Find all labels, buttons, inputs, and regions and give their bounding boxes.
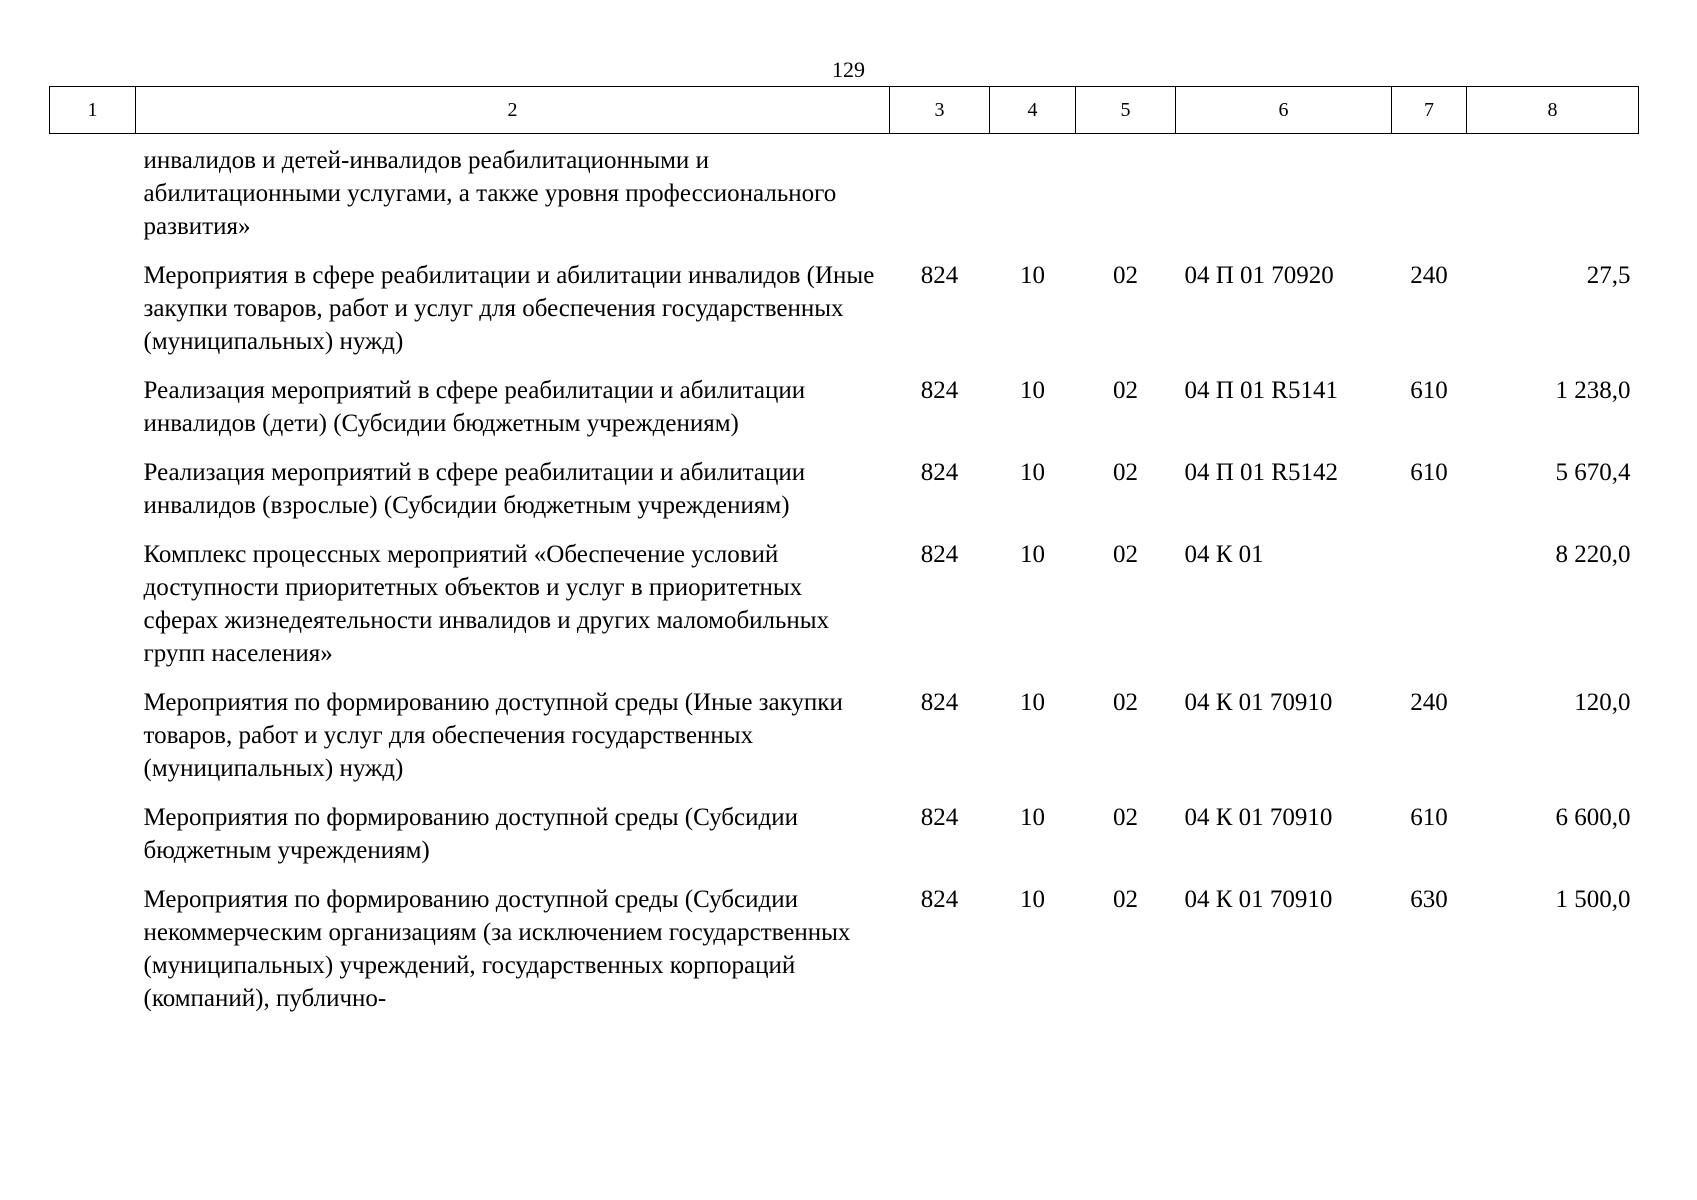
row-description-text: Мероприятия по формированию доступной среды (Субсидии некоммерческим организациям (за исключением государственных (муниципальных) учреждений, государственных корпораций (компаний), публично- xyxy=(143,886,851,1012)
row-col-3: 824 xyxy=(920,886,959,913)
row-col-6: 04 П 01 R5141 xyxy=(1184,377,1338,404)
row-col-7: 630 xyxy=(1410,886,1448,913)
header-col-6: 6 xyxy=(1176,87,1392,134)
row-description xyxy=(50,883,890,1031)
header-col-8: 8 xyxy=(1467,87,1639,134)
table-row xyxy=(50,374,1639,456)
row-col-5: 02 xyxy=(1113,886,1138,913)
row-col-8: 8 220,0 xyxy=(1555,541,1631,568)
row-col-4: 10 xyxy=(1020,886,1045,913)
row-description-text: Комплекс процессных мероприятий «Обеспечение условий доступности приоритетных объектов и услуг в приоритетных сферах жизнедеятельности инвалидов и других маломобильных групп населения» xyxy=(143,541,830,667)
row-col-6: 04 К 01 70910 xyxy=(1184,689,1333,716)
header-col-5: 5 xyxy=(1076,87,1176,134)
row-col-8: 6 600,0 xyxy=(1555,804,1631,831)
row-col-7: 610 xyxy=(1410,377,1448,404)
budget-table xyxy=(49,86,1639,1031)
row-description xyxy=(50,374,890,456)
row-col-7 xyxy=(1392,538,1467,686)
header-row xyxy=(50,87,1639,134)
row-col-5: 02 xyxy=(1113,377,1138,404)
row-col-3: 824 xyxy=(920,459,959,486)
row-col-6: 04 К 01 70910 xyxy=(1184,804,1333,831)
row-col-4: 10 xyxy=(1020,541,1045,568)
row-col-3: 824 xyxy=(920,541,959,568)
header-col-2: 2 xyxy=(136,87,890,134)
row-description-text: Реализация мероприятий в сфере реабилитации и абилитации инвалидов (взрослые) (Субсидии бюджетным учреждениям) xyxy=(143,459,806,519)
table-row xyxy=(50,686,1639,801)
row-col-8: 1 238,0 xyxy=(1555,377,1631,404)
row-description xyxy=(50,134,890,260)
row-description-text: Мероприятия в сфере реабилитации и абилитации инвалидов (Иные закупки товаров, работ и услуг для обеспечения государственных (муниципальных) нужд) xyxy=(143,262,875,355)
row-col-8 xyxy=(1467,134,1639,260)
table-row xyxy=(50,456,1639,538)
row-col-5: 02 xyxy=(1113,459,1138,486)
row-col-6: 04 П 01 R5142 xyxy=(1184,459,1338,486)
row-col-3: 824 xyxy=(920,262,959,289)
row-col-5 xyxy=(1076,134,1176,260)
header-col-7: 7 xyxy=(1392,87,1467,134)
row-description xyxy=(50,801,890,883)
table-header xyxy=(50,87,1639,134)
row-col-4 xyxy=(990,134,1076,260)
row-col-4: 10 xyxy=(1020,459,1045,486)
row-col-7 xyxy=(1392,134,1467,260)
table-body xyxy=(50,134,1639,1032)
row-col-8: 27,5 xyxy=(1586,262,1631,289)
row-col-5: 02 xyxy=(1113,689,1138,716)
row-col-4: 10 xyxy=(1020,689,1045,716)
row-col-3: 824 xyxy=(920,377,959,404)
row-col-5: 02 xyxy=(1113,804,1138,831)
row-col-7: 240 xyxy=(1410,689,1448,716)
table-row xyxy=(50,538,1639,686)
table-row xyxy=(50,134,1639,260)
row-col-3: 824 xyxy=(920,804,959,831)
row-description xyxy=(50,686,890,801)
row-col-6: 04 К 01 70910 xyxy=(1184,886,1333,913)
row-col-3: 824 xyxy=(920,689,959,716)
header-col-1: 1 xyxy=(50,87,136,134)
row-col-6: 04 П 01 70920 xyxy=(1184,262,1334,289)
row-col-4: 10 xyxy=(1020,804,1045,831)
row-col-8: 5 670,4 xyxy=(1555,459,1631,486)
row-col-5: 02 xyxy=(1113,262,1138,289)
row-col-7: 610 xyxy=(1410,459,1448,486)
row-description-text: Мероприятия по формированию доступной среды (Субсидии бюджетным учреждениям) xyxy=(143,804,798,864)
row-col-5: 02 xyxy=(1113,541,1138,568)
table-row xyxy=(50,801,1639,883)
row-col-3 xyxy=(890,134,990,260)
row-description-text: Мероприятия по формированию доступной среды (Иные закупки товаров, работ и услуг для обеспечения государственных (муниципальных) нужд) xyxy=(143,689,843,782)
row-description-text: Реализация мероприятий в сфере реабилитации и абилитации инвалидов (дети) (Субсидии бюджетным учреждениям) xyxy=(143,377,806,437)
row-description xyxy=(50,456,890,538)
row-col-4: 10 xyxy=(1020,262,1045,289)
header-col-3: 3 xyxy=(890,87,990,134)
row-description xyxy=(50,259,890,374)
page-number: 129 xyxy=(832,57,865,82)
row-col-8: 120,0 xyxy=(1574,689,1631,716)
row-col-6 xyxy=(1176,134,1392,260)
row-description-text: инвалидов и детей-инвалидов реабилитационными и абилитационными услугами, а также уровня профессионального развития» xyxy=(143,147,837,240)
table-row xyxy=(50,883,1639,1031)
table-row xyxy=(50,259,1639,374)
row-col-7: 240 xyxy=(1410,262,1448,289)
row-description xyxy=(50,538,890,686)
row-col-7: 610 xyxy=(1410,804,1448,831)
row-col-4: 10 xyxy=(1020,377,1045,404)
row-col-8: 1 500,0 xyxy=(1555,886,1631,913)
row-col-6: 04 К 01 xyxy=(1184,541,1264,568)
header-col-4: 4 xyxy=(990,87,1076,134)
